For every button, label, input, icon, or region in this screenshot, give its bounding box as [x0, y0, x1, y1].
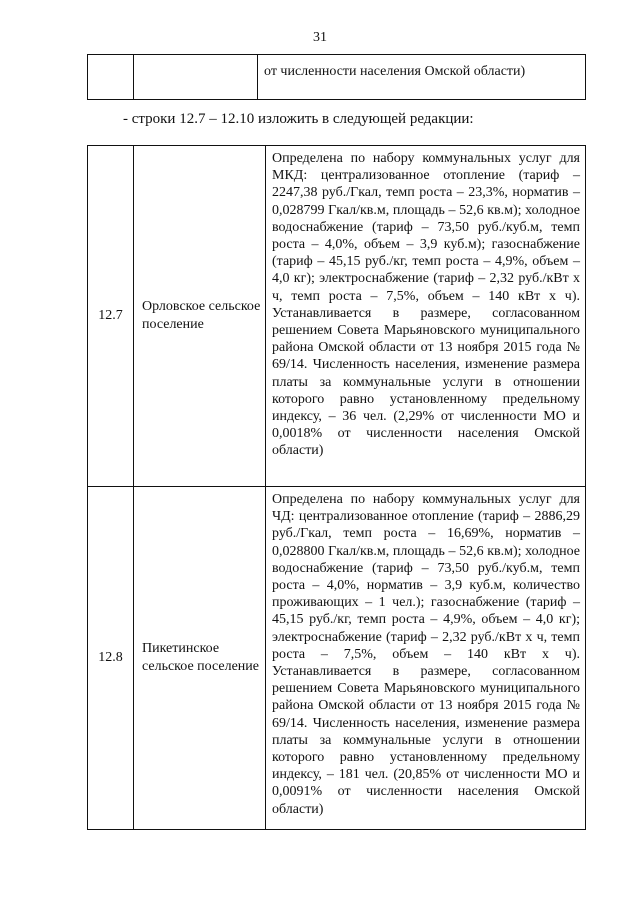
table-row	[88, 487, 586, 830]
continued-table-fragment	[87, 54, 586, 100]
settlement-name: Пикетинское сельское поселение	[134, 487, 266, 830]
row-number: 12.7	[88, 146, 134, 487]
table-row	[88, 55, 586, 100]
settlement-description: Определена по набору коммунальных услуг для ЧД: централизованное отопление (тариф – 2886,29 руб./Гкал, темп роста – 16,69%, норматив – 0,028800 Гкал/кв.м, площадь – 52,6 кв.м); холодное водоснабжение (тариф – 73,50 руб./куб.м, темп роста – 4,0%, норматив – 3,9 куб.м, количество проживающих – 1 чел.); газоснабжение (тариф – 45,15 руб./кг, темп роста – 4,9%, объем – 4,0 кг); электроснабжение (тариф – 2,32 руб./кВт х ч, темп роста – 7,5%, объем – 140 кВт х ч). Устанавливается в размере, согласованном решением Совета Марьяновского муниципального района Омской области от 13 ноября 2015 года № 69/14. Численность населения, изменение размера платы за коммунальные услуги в отношении которого равно установленному предельному индексу, – 181 чел. (20,85% от численности МО и 0,0091% от численности населения Омской области)	[266, 487, 586, 830]
settlements-table	[87, 145, 586, 830]
description-cell: от численности населения Омской области)	[258, 55, 586, 100]
amendment-instruction: - строки 12.7 – 12.10 изложить в следующей редакции:	[123, 111, 474, 127]
page-number: 31	[313, 30, 327, 45]
row-number: 12.8	[88, 487, 134, 830]
table-row	[88, 146, 586, 487]
settlement-name: Орловское сельское поселение	[134, 146, 266, 487]
row-number-cell	[88, 55, 134, 100]
settlement-name-cell	[134, 55, 258, 100]
settlement-description: Определена по набору коммунальных услуг для МКД: централизованное отопление (тариф – 2247,38 руб./Гкал, темп роста – 23,3%, норматив – 0,028799 Гкал/кв.м, площадь – 52,6 кв.м); холодное водоснабжение (тариф – 73,50 руб./куб.м, темп роста – 4,0%, объем – 3,9 куб.м); газоснабжение (тариф – 45,15 руб./кг, темп роста – 4,9%, объем – 4,0 кг); электроснабжение (тариф – 2,32 руб./кВт х ч, темп роста – 7,5%, объем – 140 кВт х ч). Устанавливается в размере, согласованном решением Совета Марьяновского муниципального района Омской области от 13 ноября 2015 года № 69/14. Численность населения, изменение размера платы за коммунальные услуги в отношении которого равно установленному предельному индексу, – 36 чел. (2,29% от численности МО и 0,0018% от численности населения Омской области)	[266, 146, 586, 487]
